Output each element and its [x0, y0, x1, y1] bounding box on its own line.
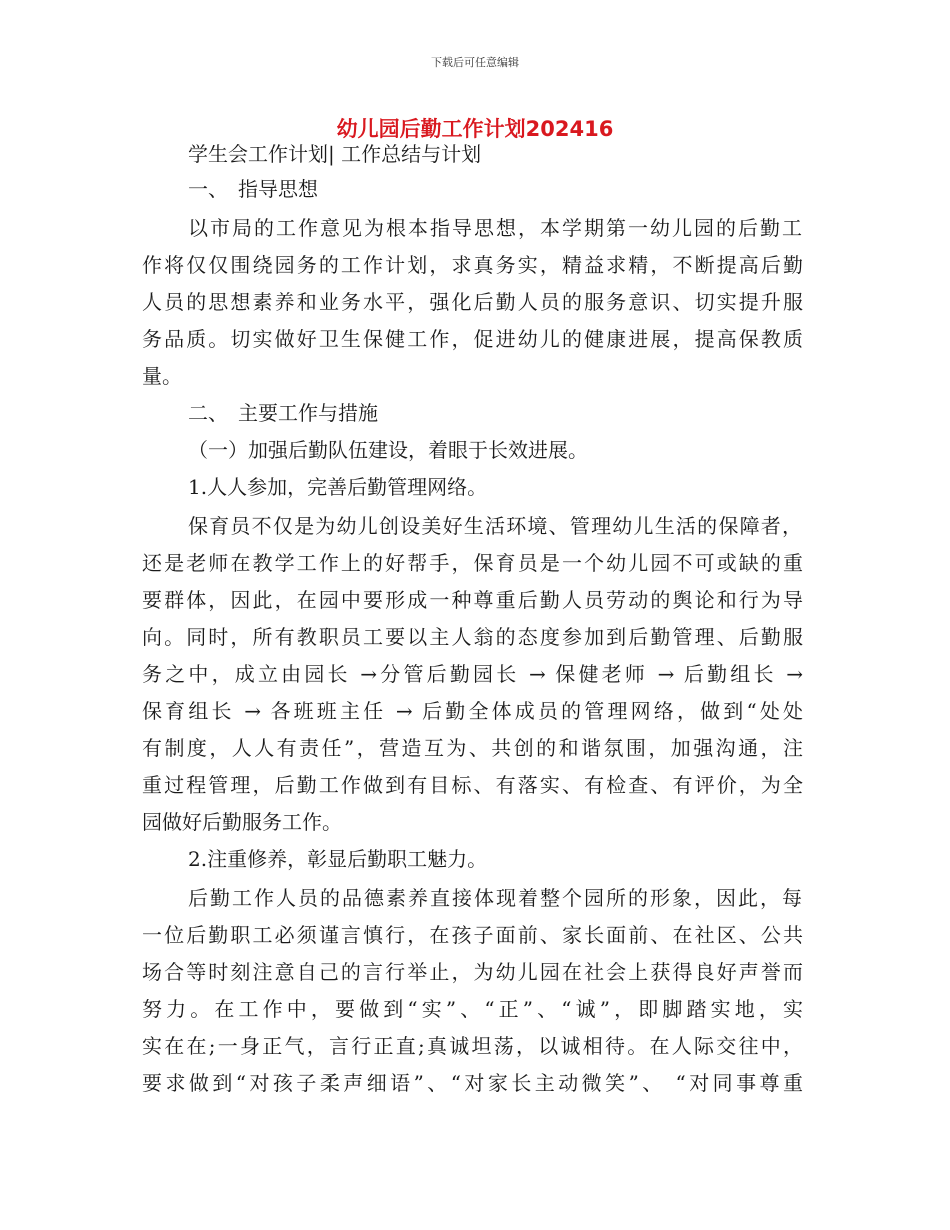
paragraph-line: 实在在;一身正气，言行正直;真诚坦荡，以诚相待。在人际交往中，	[142, 1034, 803, 1058]
subtitle-line: 学生会工作计划| 工作总结与计划	[188, 142, 482, 166]
header-note: 下载后可任意编辑	[431, 56, 519, 69]
paragraph-line: 重过程管理，后勤工作做到有目标、有落实、有检查、有评价，为全	[142, 773, 803, 797]
paragraph-line: 以市局的工作意见为根本指导思想，本学期第一幼儿园的后勤工	[188, 216, 802, 240]
item-heading-2: 2.注重修养，彰显后勤职工魅力。	[188, 847, 488, 871]
paragraph-line: 保育组长 → 各班班主任 → 后勤全体成员的管理网络，做到“处处	[142, 699, 803, 723]
paragraph-line: 一位后勤职工必须谨言慎行，在孩子面前、家长面前、在社区、公共	[142, 923, 803, 947]
paragraph-line: 要求做到“对孩子柔声细语”、“对家长主动微笑”、 “对同事尊重	[142, 1071, 803, 1095]
paragraph-line: 努力。在工作中，要做到“实”、“正”、“诚”，即脚踏实地，实	[142, 997, 803, 1021]
paragraph-line: 量。	[142, 364, 182, 388]
document-title: 幼儿园后勤工作计划202416	[336, 117, 614, 141]
paragraph-line: 还是老师在教学工作上的好帮手，保育员是一个幼儿园不可或缺的重	[142, 551, 803, 575]
paragraph-line: 有制度，人人有责任”，营造互为、共创的和谐氛围，加强沟通，注	[142, 736, 803, 760]
paragraph-line: 务品质。切实做好卫生保健工作，促进幼儿的健康进展，提高保教质	[142, 327, 803, 351]
paragraph-line: 作将仅仅围绕园务的工作计划，求真务实，精益求精，不断提高后勤	[142, 253, 803, 277]
paragraph-line: 园做好后勤服务工作。	[142, 810, 342, 834]
subsection-heading: （一）加强后勤队伍建设，着眼于长效进展。	[188, 438, 588, 462]
paragraph-line: 人员的思想素养和业务水平，强化后勤人员的服务意识、切实提升服	[142, 290, 803, 314]
paragraph-line: 向。同时，所有教职员工要以主人翁的态度参加到后勤管理、后勤服	[142, 625, 803, 649]
paragraph-line: 后勤工作人员的品德素养直接体现着整个园所的形象，因此，每	[188, 886, 802, 910]
section-heading-2: 二、 主要工作与措施	[188, 401, 378, 425]
paragraph-line: 保育员不仅是为幼儿创设美好生活环境、管理幼儿生活的保障者，	[188, 514, 802, 538]
paragraph-line: 要群体，因此，在园中要形成一种尊重后勤人员劳动的舆论和行为导	[142, 588, 803, 612]
paragraph-line: 场合等时刻注意自己的言行举止，为幼儿园在社会上获得良好声誉而	[142, 960, 803, 984]
item-heading-1: 1.人人参加，完善后勤管理网络。	[188, 475, 488, 499]
paragraph-line: 务之中，成立由园长 →分管后勤园长 → 保健老师 → 后勤组长 →	[142, 662, 803, 686]
section-heading-1: 一、 指导思想	[188, 177, 318, 201]
